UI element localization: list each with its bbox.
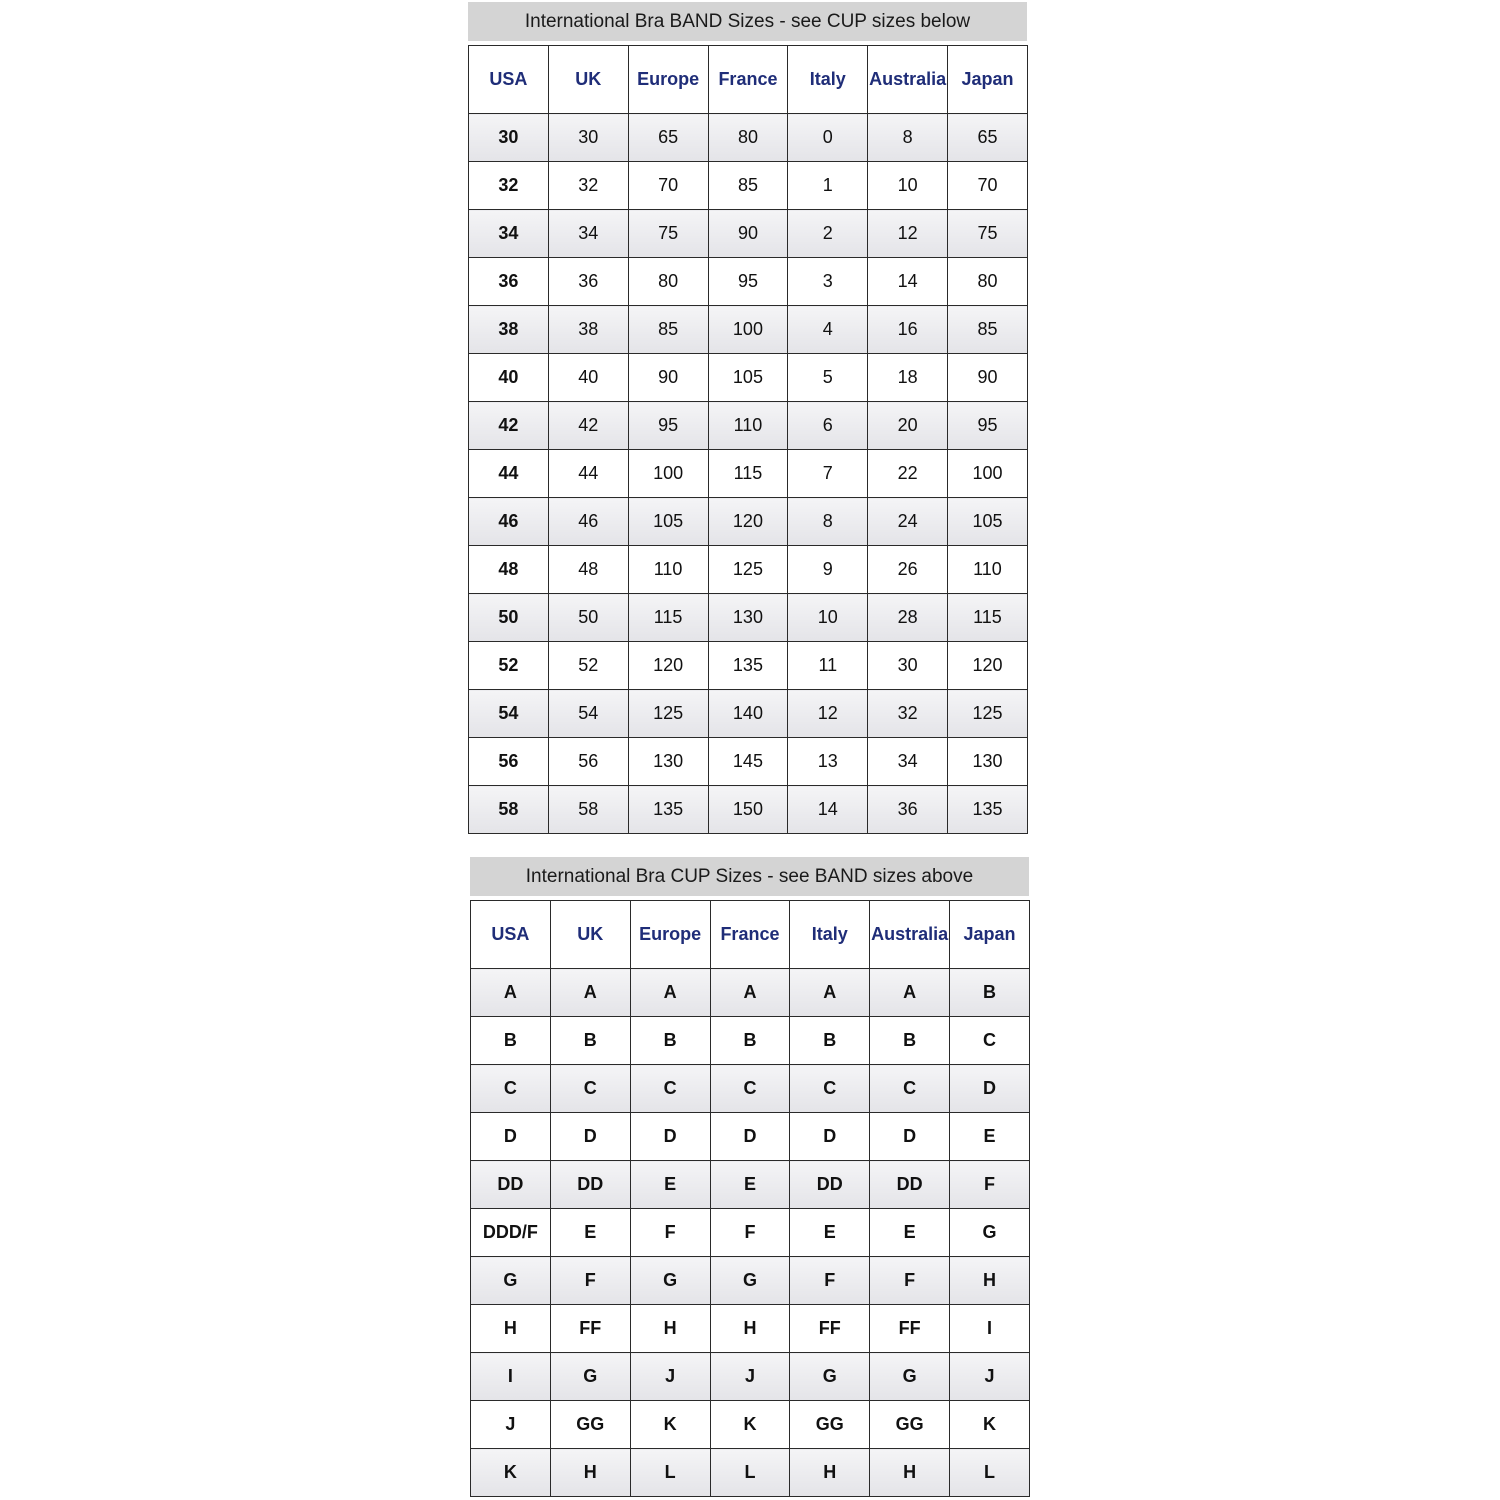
band-cell-europe: 115 (628, 594, 708, 642)
cup-cell-france: E (710, 1161, 790, 1209)
cup-table-row (471, 1065, 1030, 1113)
cup-table-row (471, 1209, 1030, 1257)
band-cell-uk: 46 (548, 498, 628, 546)
band-cell-italy: 7 (788, 450, 868, 498)
cup-cell-france: L (710, 1449, 790, 1497)
cup-cell-usa: G (471, 1257, 551, 1305)
cup-cell-italy: D (790, 1113, 870, 1161)
band-header-usa: USA (469, 46, 549, 114)
band-size-chart (468, 2, 1027, 834)
band-cell-uk: 50 (548, 594, 628, 642)
cup-cell-uk: H (550, 1449, 630, 1497)
band-header-europe: Europe (628, 46, 708, 114)
band-cell-usa: 44 (469, 450, 549, 498)
cup-cell-italy: E (790, 1209, 870, 1257)
band-cell-uk: 32 (548, 162, 628, 210)
band-cell-australia: 30 (868, 642, 948, 690)
band-table-row (469, 498, 1028, 546)
band-cell-europe: 100 (628, 450, 708, 498)
band-cell-uk: 38 (548, 306, 628, 354)
cup-cell-europe: C (630, 1065, 710, 1113)
band-cell-australia: 12 (868, 210, 948, 258)
band-cell-italy: 5 (788, 354, 868, 402)
band-cell-usa: 30 (469, 114, 549, 162)
band-cell-italy: 6 (788, 402, 868, 450)
cup-cell-europe: E (630, 1161, 710, 1209)
band-cell-japan: 75 (948, 210, 1028, 258)
cup-cell-usa: J (471, 1401, 551, 1449)
band-cell-australia: 10 (868, 162, 948, 210)
band-cell-japan: 90 (948, 354, 1028, 402)
cup-cell-usa: H (471, 1305, 551, 1353)
band-cell-uk: 44 (548, 450, 628, 498)
band-cell-europe: 90 (628, 354, 708, 402)
band-cell-france: 90 (708, 210, 788, 258)
cup-cell-japan: J (950, 1353, 1030, 1401)
cup-header-uk: UK (550, 901, 630, 969)
cup-cell-australia: A (870, 969, 950, 1017)
cup-cell-italy: F (790, 1257, 870, 1305)
band-cell-australia: 14 (868, 258, 948, 306)
band-cell-japan: 100 (948, 450, 1028, 498)
band-cell-australia: 22 (868, 450, 948, 498)
band-cell-australia: 26 (868, 546, 948, 594)
cup-cell-japan: E (950, 1113, 1030, 1161)
cup-cell-italy: C (790, 1065, 870, 1113)
band-chart-title: International Bra BAND Sizes - see CUP sizes below (468, 2, 1027, 41)
band-cell-europe: 85 (628, 306, 708, 354)
cup-cell-uk: B (550, 1017, 630, 1065)
cup-cell-europe: G (630, 1257, 710, 1305)
cup-chart-title: International Bra CUP Sizes - see BAND sizes above (470, 857, 1029, 896)
band-cell-uk: 54 (548, 690, 628, 738)
band-cell-uk: 36 (548, 258, 628, 306)
band-table-row (469, 594, 1028, 642)
band-cell-france: 115 (708, 450, 788, 498)
cup-header-row (471, 901, 1030, 969)
band-cell-australia: 20 (868, 402, 948, 450)
band-table-row (469, 642, 1028, 690)
band-cell-uk: 56 (548, 738, 628, 786)
cup-cell-uk: C (550, 1065, 630, 1113)
band-cell-italy: 12 (788, 690, 868, 738)
band-cell-europe: 120 (628, 642, 708, 690)
cup-cell-italy: A (790, 969, 870, 1017)
band-table-row (469, 114, 1028, 162)
cup-cell-usa: D (471, 1113, 551, 1161)
band-cell-australia: 28 (868, 594, 948, 642)
cup-table-row (471, 969, 1030, 1017)
cup-cell-japan: L (950, 1449, 1030, 1497)
band-cell-japan: 105 (948, 498, 1028, 546)
cup-cell-japan: F (950, 1161, 1030, 1209)
cup-cell-usa: A (471, 969, 551, 1017)
band-cell-france: 95 (708, 258, 788, 306)
band-cell-france: 130 (708, 594, 788, 642)
band-cell-europe: 75 (628, 210, 708, 258)
band-cell-france: 125 (708, 546, 788, 594)
band-table-row (469, 402, 1028, 450)
cup-cell-australia: B (870, 1017, 950, 1065)
band-cell-france: 100 (708, 306, 788, 354)
cup-cell-uk: E (550, 1209, 630, 1257)
band-table-row (469, 786, 1028, 834)
cup-cell-france: D (710, 1113, 790, 1161)
cup-cell-italy: DD (790, 1161, 870, 1209)
cup-cell-uk: DD (550, 1161, 630, 1209)
cup-cell-france: G (710, 1257, 790, 1305)
cup-cell-uk: F (550, 1257, 630, 1305)
band-cell-australia: 8 (868, 114, 948, 162)
band-header-uk: UK (548, 46, 628, 114)
band-cell-japan: 120 (948, 642, 1028, 690)
band-cell-uk: 52 (548, 642, 628, 690)
band-table-row (469, 546, 1028, 594)
cup-cell-france: F (710, 1209, 790, 1257)
band-cell-australia: 24 (868, 498, 948, 546)
band-table-row (469, 258, 1028, 306)
cup-header-usa: USA (471, 901, 551, 969)
cup-cell-italy: H (790, 1449, 870, 1497)
band-cell-france: 140 (708, 690, 788, 738)
cup-cell-australia: DD (870, 1161, 950, 1209)
cup-cell-italy: G (790, 1353, 870, 1401)
band-cell-uk: 48 (548, 546, 628, 594)
band-table-row (469, 306, 1028, 354)
cup-cell-usa: K (471, 1449, 551, 1497)
band-cell-france: 110 (708, 402, 788, 450)
cup-table-row (471, 1113, 1030, 1161)
band-cell-france: 150 (708, 786, 788, 834)
band-table-row (469, 210, 1028, 258)
band-table-row (469, 450, 1028, 498)
band-cell-usa: 56 (469, 738, 549, 786)
band-cell-usa: 38 (469, 306, 549, 354)
band-cell-france: 145 (708, 738, 788, 786)
cup-cell-japan: G (950, 1209, 1030, 1257)
cup-cell-france: A (710, 969, 790, 1017)
band-cell-uk: 42 (548, 402, 628, 450)
cup-cell-usa: B (471, 1017, 551, 1065)
band-cell-usa: 46 (469, 498, 549, 546)
band-cell-japan: 125 (948, 690, 1028, 738)
cup-cell-japan: D (950, 1065, 1030, 1113)
band-cell-europe: 95 (628, 402, 708, 450)
band-cell-italy: 13 (788, 738, 868, 786)
band-cell-italy: 9 (788, 546, 868, 594)
cup-cell-usa: DD (471, 1161, 551, 1209)
band-cell-japan: 95 (948, 402, 1028, 450)
cup-header-australia: Australia (870, 901, 950, 969)
cup-cell-france: B (710, 1017, 790, 1065)
cup-header-italy: Italy (790, 901, 870, 969)
band-cell-france: 135 (708, 642, 788, 690)
band-cell-usa: 58 (469, 786, 549, 834)
band-cell-europe: 80 (628, 258, 708, 306)
cup-cell-japan: B (950, 969, 1030, 1017)
cup-cell-australia: F (870, 1257, 950, 1305)
band-cell-australia: 16 (868, 306, 948, 354)
cup-cell-europe: D (630, 1113, 710, 1161)
band-cell-australia: 18 (868, 354, 948, 402)
band-cell-italy: 2 (788, 210, 868, 258)
band-cell-europe: 70 (628, 162, 708, 210)
band-cell-uk: 58 (548, 786, 628, 834)
band-cell-uk: 30 (548, 114, 628, 162)
band-header-japan: Japan (948, 46, 1028, 114)
band-cell-australia: 32 (868, 690, 948, 738)
band-header-row (469, 46, 1028, 114)
band-cell-europe: 125 (628, 690, 708, 738)
band-cell-usa: 54 (469, 690, 549, 738)
band-table-row (469, 738, 1028, 786)
cup-cell-france: K (710, 1401, 790, 1449)
cup-cell-europe: H (630, 1305, 710, 1353)
band-cell-france: 80 (708, 114, 788, 162)
band-cell-europe: 135 (628, 786, 708, 834)
band-cell-italy: 4 (788, 306, 868, 354)
band-cell-japan: 130 (948, 738, 1028, 786)
cup-cell-italy: B (790, 1017, 870, 1065)
band-cell-usa: 52 (469, 642, 549, 690)
band-cell-usa: 32 (469, 162, 549, 210)
cup-size-chart (470, 857, 1029, 1497)
band-cell-italy: 1 (788, 162, 868, 210)
band-table-row (469, 354, 1028, 402)
band-cell-europe: 65 (628, 114, 708, 162)
band-cell-usa: 48 (469, 546, 549, 594)
band-cell-uk: 40 (548, 354, 628, 402)
cup-cell-australia: H (870, 1449, 950, 1497)
band-table-body (469, 114, 1028, 834)
band-table-row (469, 162, 1028, 210)
cup-cell-uk: D (550, 1113, 630, 1161)
band-cell-japan: 70 (948, 162, 1028, 210)
cup-cell-japan: I (950, 1305, 1030, 1353)
cup-cell-australia: FF (870, 1305, 950, 1353)
cup-size-table (470, 900, 1030, 1497)
cup-cell-australia: G (870, 1353, 950, 1401)
band-cell-france: 120 (708, 498, 788, 546)
band-cell-usa: 34 (469, 210, 549, 258)
cup-cell-japan: K (950, 1401, 1030, 1449)
cup-table-row (471, 1305, 1030, 1353)
band-cell-italy: 11 (788, 642, 868, 690)
cup-cell-usa: I (471, 1353, 551, 1401)
cup-cell-usa: DDD/F (471, 1209, 551, 1257)
band-cell-usa: 42 (469, 402, 549, 450)
band-cell-italy: 8 (788, 498, 868, 546)
cup-cell-australia: E (870, 1209, 950, 1257)
cup-cell-uk: G (550, 1353, 630, 1401)
band-cell-usa: 36 (469, 258, 549, 306)
band-cell-japan: 135 (948, 786, 1028, 834)
cup-cell-italy: FF (790, 1305, 870, 1353)
band-cell-usa: 50 (469, 594, 549, 642)
band-cell-australia: 34 (868, 738, 948, 786)
cup-cell-europe: L (630, 1449, 710, 1497)
band-cell-italy: 10 (788, 594, 868, 642)
cup-cell-europe: A (630, 969, 710, 1017)
cup-table-row (471, 1257, 1030, 1305)
cup-table-row (471, 1353, 1030, 1401)
cup-table-row (471, 1161, 1030, 1209)
band-cell-europe: 130 (628, 738, 708, 786)
band-table-row (469, 690, 1028, 738)
cup-cell-australia: D (870, 1113, 950, 1161)
cup-table-row (471, 1449, 1030, 1497)
cup-cell-france: C (710, 1065, 790, 1113)
band-cell-japan: 80 (948, 258, 1028, 306)
band-cell-france: 105 (708, 354, 788, 402)
cup-header-france: France (710, 901, 790, 969)
band-cell-italy: 0 (788, 114, 868, 162)
band-header-australia: Australia (868, 46, 948, 114)
cup-table-body (471, 969, 1030, 1497)
cup-cell-europe: K (630, 1401, 710, 1449)
band-cell-europe: 105 (628, 498, 708, 546)
cup-table-row (471, 1017, 1030, 1065)
band-cell-japan: 85 (948, 306, 1028, 354)
cup-table-row (471, 1401, 1030, 1449)
band-size-table (468, 45, 1028, 834)
cup-header-europe: Europe (630, 901, 710, 969)
band-cell-france: 85 (708, 162, 788, 210)
band-cell-uk: 34 (548, 210, 628, 258)
band-cell-europe: 110 (628, 546, 708, 594)
cup-cell-australia: C (870, 1065, 950, 1113)
cup-cell-uk: A (550, 969, 630, 1017)
cup-cell-japan: H (950, 1257, 1030, 1305)
cup-cell-europe: B (630, 1017, 710, 1065)
cup-cell-france: J (710, 1353, 790, 1401)
band-cell-japan: 65 (948, 114, 1028, 162)
cup-cell-france: H (710, 1305, 790, 1353)
cup-cell-italy: GG (790, 1401, 870, 1449)
band-cell-italy: 3 (788, 258, 868, 306)
cup-cell-europe: J (630, 1353, 710, 1401)
band-cell-australia: 36 (868, 786, 948, 834)
cup-cell-europe: F (630, 1209, 710, 1257)
cup-cell-uk: FF (550, 1305, 630, 1353)
cup-header-japan: Japan (950, 901, 1030, 969)
band-cell-japan: 115 (948, 594, 1028, 642)
band-header-france: France (708, 46, 788, 114)
band-cell-usa: 40 (469, 354, 549, 402)
cup-cell-usa: C (471, 1065, 551, 1113)
cup-cell-uk: GG (550, 1401, 630, 1449)
band-cell-italy: 14 (788, 786, 868, 834)
cup-cell-australia: GG (870, 1401, 950, 1449)
band-header-italy: Italy (788, 46, 868, 114)
cup-cell-japan: C (950, 1017, 1030, 1065)
band-cell-japan: 110 (948, 546, 1028, 594)
